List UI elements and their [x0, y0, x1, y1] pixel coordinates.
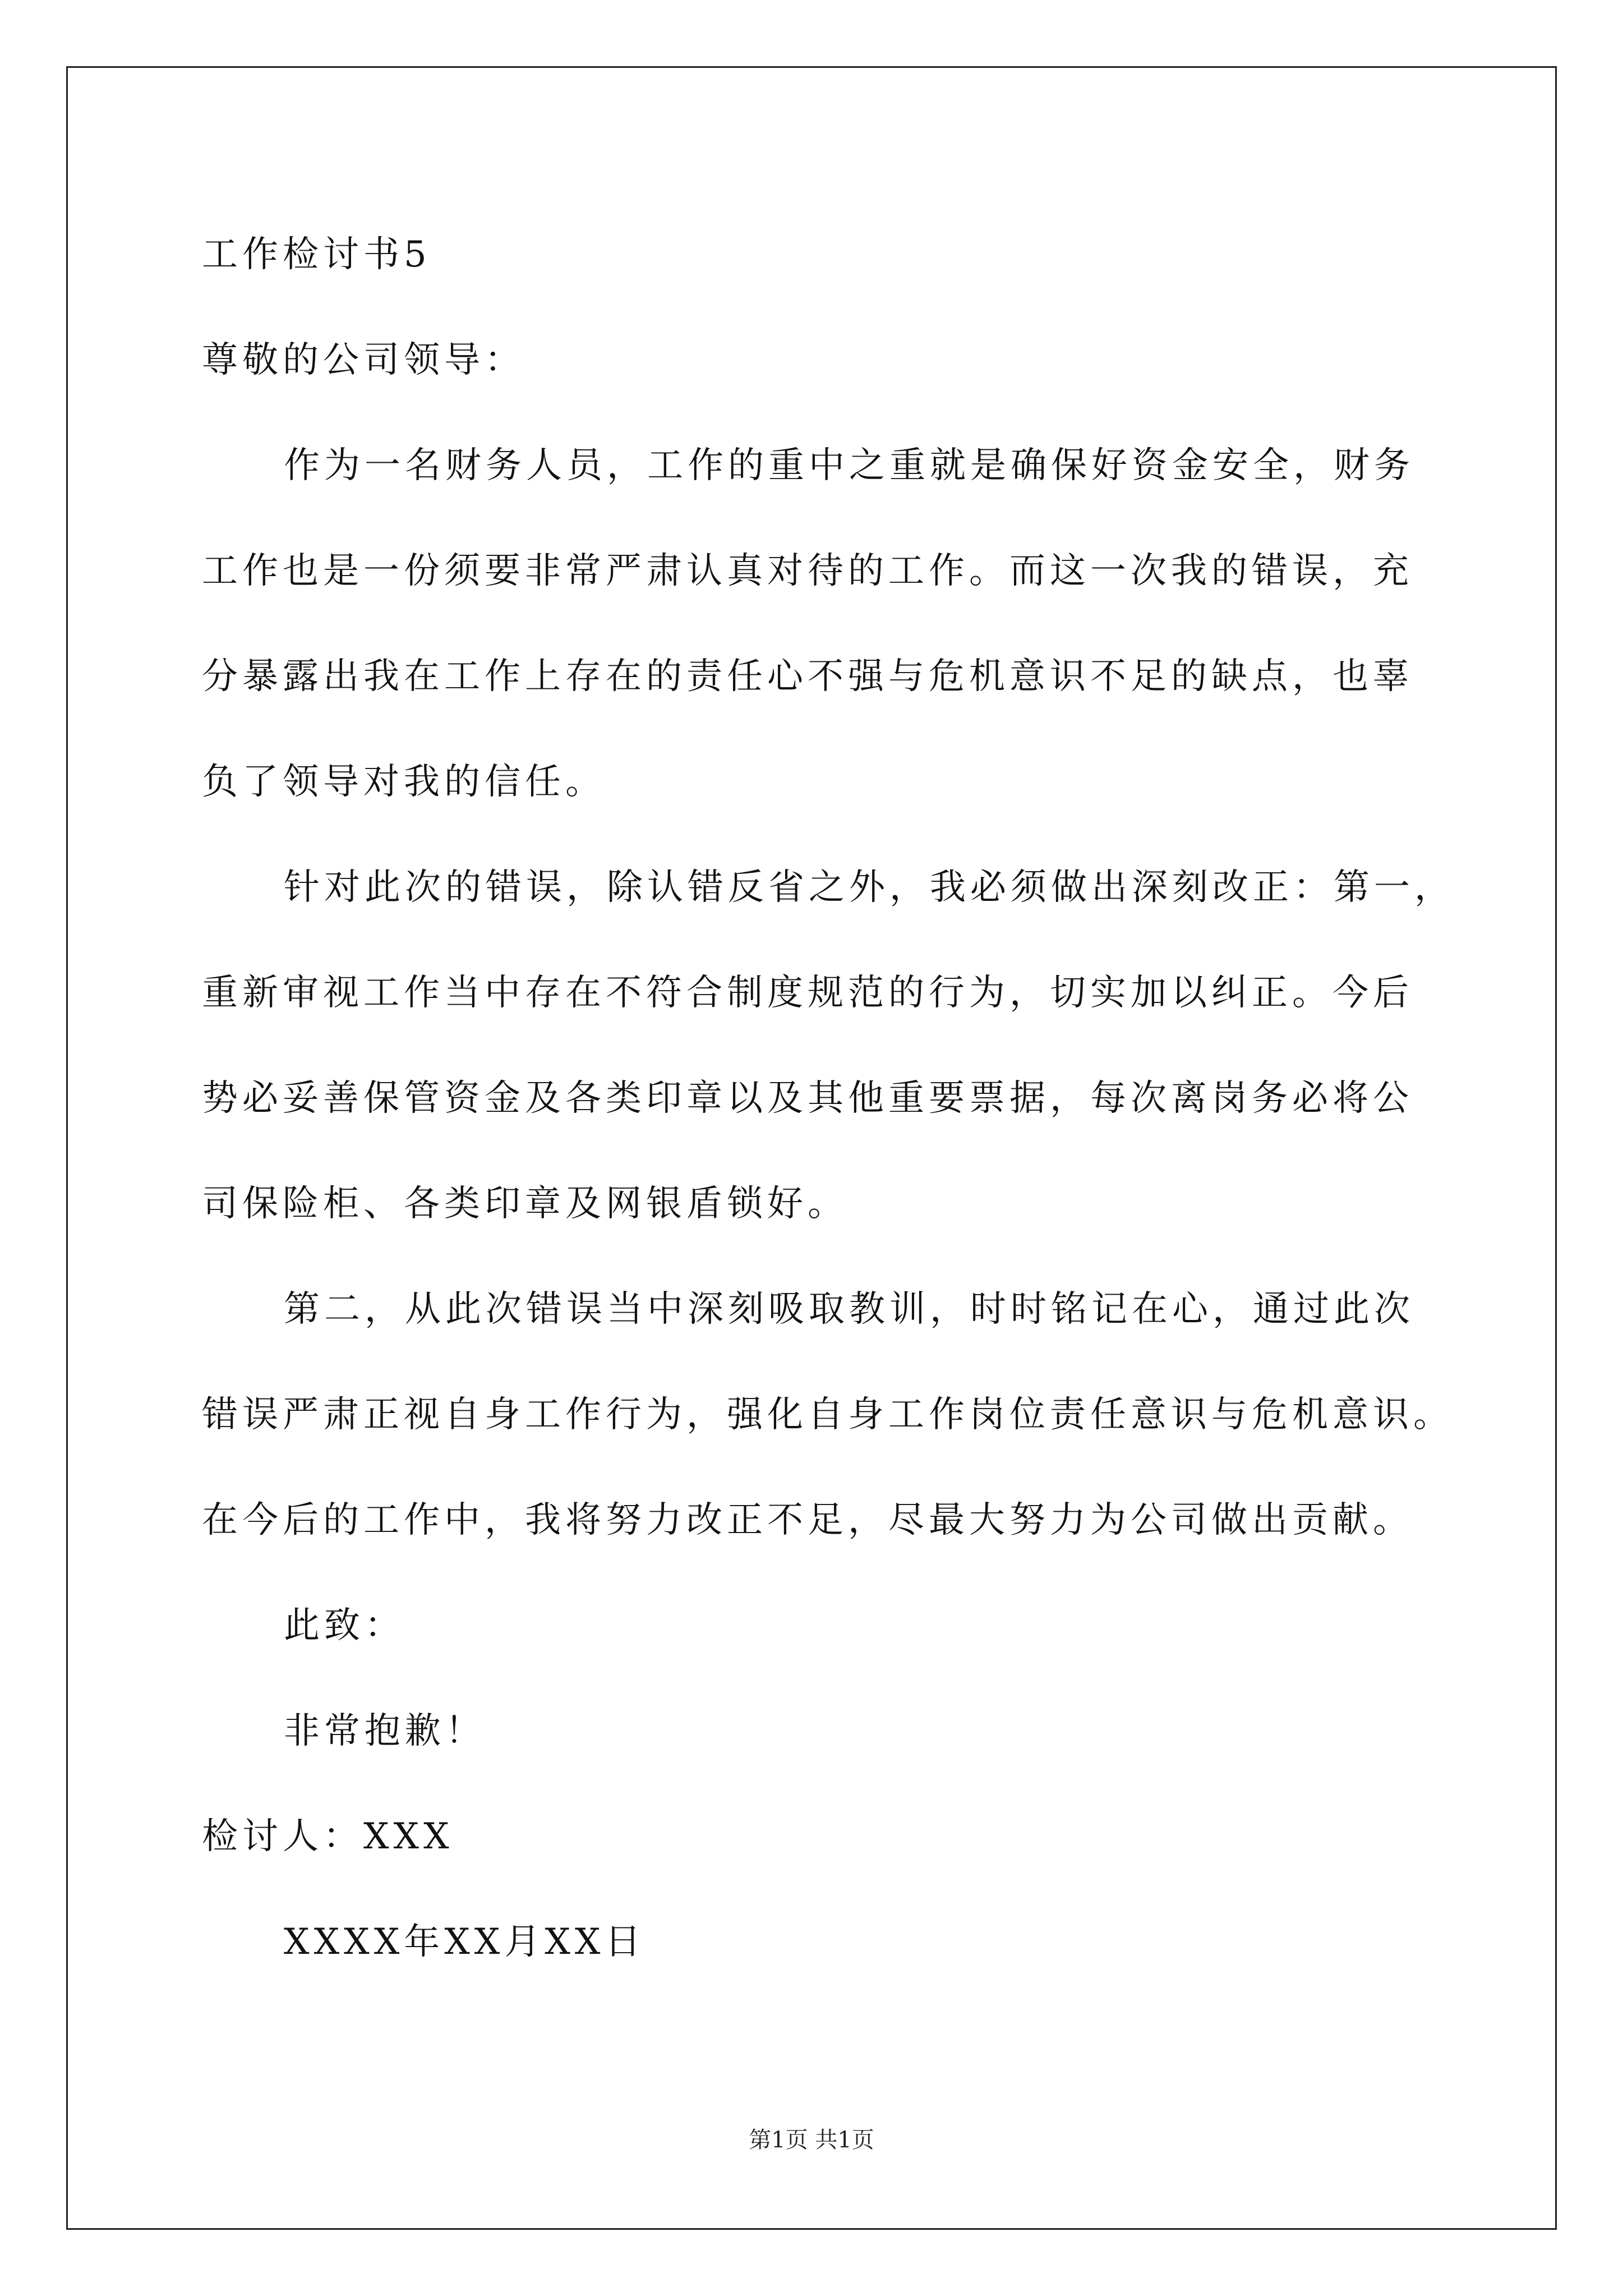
- document-title: 工作检讨书5: [202, 234, 431, 275]
- paragraph-3-line-1: 第二，从此次错误当中深刻吸取教训，时时铭记在心，通过此次: [284, 1289, 1414, 1330]
- paragraph-2-line-2: 重新审视工作当中存在不符合制度规范的行为，切实加以纠正。今后: [202, 972, 1413, 1014]
- paragraph-2-line-4: 司保险柜、各类印章及网银盾锁好。: [202, 1183, 848, 1225]
- paragraph-1-line-4: 负了领导对我的信任。: [202, 761, 606, 803]
- salutation: 尊敬的公司领导：: [202, 339, 525, 381]
- apology-line: 非常抱歉！: [284, 1710, 486, 1752]
- signer-line: 检讨人：XXX: [202, 1816, 454, 1857]
- paragraph-2-line-1: 针对此次的错误，除认错反省之外，我必须做出深刻改正：第一，: [284, 867, 1455, 908]
- paragraph-1-line-1: 作为一名财务人员，工作的重中之重就是确保好资金安全，财务: [284, 445, 1414, 486]
- paragraph-3-line-2: 错误严肃正视自身工作行为，强化自身工作岗位责任意识与危机意识。: [202, 1394, 1454, 1435]
- paragraph-1-line-2: 工作也是一份须要非常严肃认真对待的工作。而这一次我的错误，充: [202, 550, 1413, 592]
- page-border: [66, 66, 1557, 2230]
- closing-phrase: 此致：: [284, 1605, 405, 1646]
- paragraph-1-line-3: 分暴露出我在工作上存在的责任心不强与危机意识不足的缺点，也辜: [202, 656, 1413, 697]
- date-line: XXXX年XX月XX日: [284, 1921, 645, 1963]
- paragraph-2-line-3: 势必妥善保管资金及各类印章以及其他重要票据，每次离岗务必将公: [202, 1078, 1413, 1119]
- page-number-footer: 第1页 共1页: [749, 2127, 874, 2153]
- paragraph-3-line-3: 在今后的工作中，我将努力改正不足，尽最大努力为公司做出贡献。: [202, 1499, 1413, 1541]
